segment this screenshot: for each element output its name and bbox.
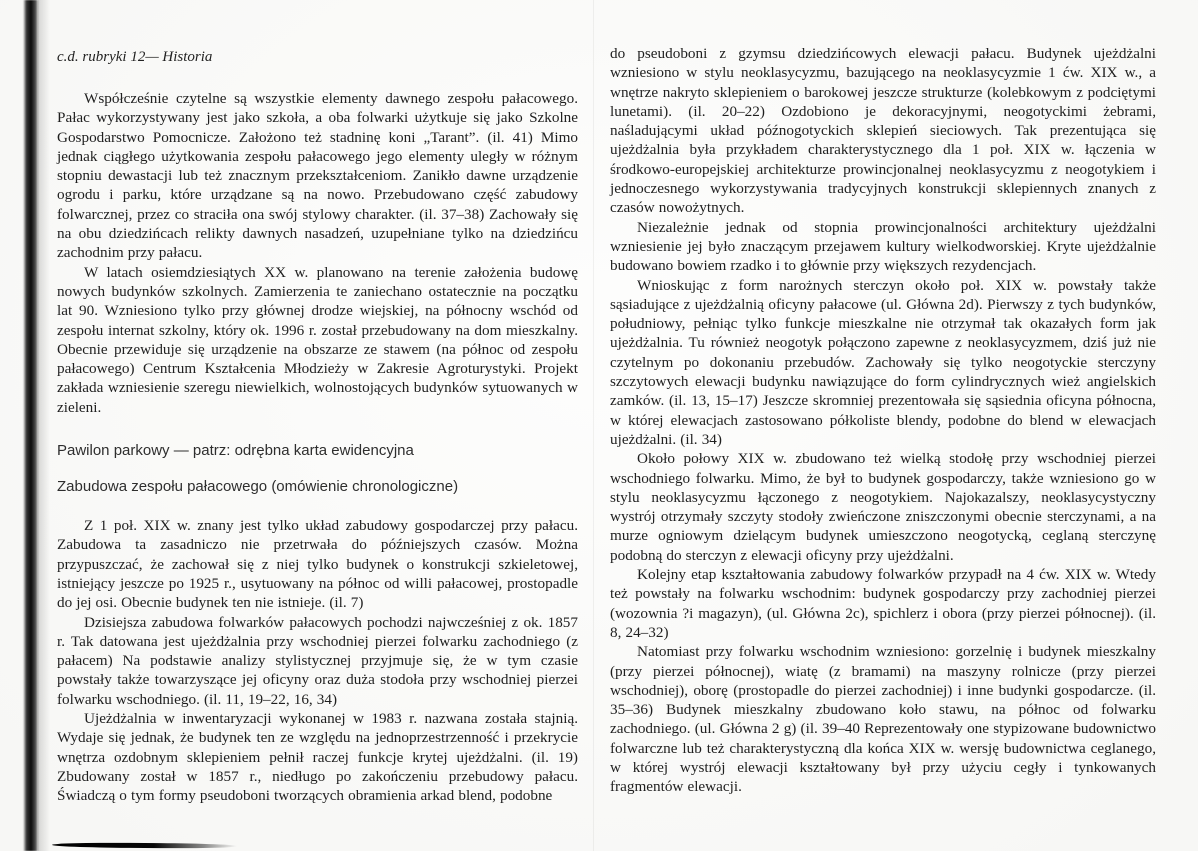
scan-edge-haze: [38, 0, 50, 851]
paragraph: Wnioskując z form narożnych sterczyn około poł. XIX w. powstały także sąsiadujące z ujeżdżalnią oficyny pałacowe (ul. Główna 2d). Pierwszy z tych budynków, południowy, pełniąc tylko funkcje mieszkalne nie otrzymał tak okazałych form jak ujeżdżalnia. Tu również neogotyk połączono zapewne z neoklasycyzmem, dziś już nie czytelnym po dokonaniu przebudów. Zachowały się tylko neogotyckie sterczyny szczytowych elewacji budynku nawiązujące do form cylindrycznych wież angielskich zamków. (il. 13, 15–17) Jeszcze skromniej prezentowała się sąsiednia oficyna północna, w której elewacjach zastosowano półkoliste blendy, podobne do blend w elewacjach ujeżdżalni. (il. 34): [610, 276, 1156, 448]
scan-edge-artifact-bottom: [52, 842, 237, 848]
subheading-pawilon-parkowy: Pawilon parkowy — patrz: odrębna karta ewidencyjna: [57, 442, 414, 460]
paragraph: W latach osiemdziesiątych XX w. planowano na terenie założenia budowę nowych budynków szkolnych. Zamierzenia te zaniechano ostatecznie na początku lat 90. Wzniesiono tylko przy głównej drodze wiejskiej, na północny wschód od zespołu internat szkolny, który ok. 1996 r. został przebudowany na dom mieszkalny. Obecnie przewiduje się urządzenie na obszarze ze stawem (na północ od zespołu pałacowego) Centrum Kształcenia Młodzieży w Zakresie Agroturystyki. Projekt zakłada wzniesienie szeregu niewielkich, wolnostojących budynków sytuowanych w zieleni.: [57, 263, 578, 416]
scan-edge-artifact-left: [23, 0, 39, 851]
paragraph: Współcześnie czytelne są wszystkie elementy dawnego zespołu pałacowego. Pałac wykorzystywany jest jako szkoła, a oba folwarki użytkuje się jako Szkolne Gospodarstwo Pomocnicze. Założono też stadninę koni „Tarant”. (il. 41) Mimo jednak ciągłego użytkowania zespołu pałacowego jego elementy uległy w różnym stopniu dewastacji lub też znacznym przekształceniom. Zanikło dawne urządzenie ogrodu i parku, które urządzane są na nowo. Przebudowano część zabudowy folwarcznej, przez co straciła ona swój stylowy charakter. (il. 37–38) Zachowały się na obu dziedzińcach relikty dawnych nasadzeń, uzupełniane tylko na dziedzińcu zachodnim przy pałacu.: [57, 90, 578, 262]
column-fold-line: [593, 0, 594, 851]
paragraph: Około połowy XIX w. zbudowano też wielką stodołę przy wschodniej pierzei wschodniego folwarku. Mimo, że był to budynek gospodarczy, także wzniesiono go w stylu neoklasycyzmu łączonego z neogotykiem. Najokazalszy, neoklasycystyczny wystrój otrzymały szczyty stodoły zwieńczone zniszczonymi obecnie sterczynami, a na murze ogniowym dzielącym budynek umieszczono neogotycką, ceglaną sterczynę podobną do sterczyn z elewacji oficyny przy ujeżdżalni.: [610, 450, 1156, 564]
paragraph: Dzisiejsza zabudowa folwarków pałacowych pochodzi najwcześniej z ok. 1857 r. Tak datowana jest ujeżdżalnia przy wschodniej pierzei folwarku zachodniego (z pałacem) Na podstawie analizy stylistycznej przyjmuje się, że w tym czasie powstały także towarzyszące jej oficyny oraz duża stodoła przy wschodniej pierzei folwarku wschodniego. (il. 11, 19–22, 16, 34): [57, 613, 578, 708]
paragraph: Natomiast przy folwarku wschodnim wzniesiono: gorzelnię i budynek mieszkalny (przy pierzei północnej), wiatę (z bramami) na maszyny rolnicze (przy pierzei wschodniej), oborę (prostopadle do pierzei zachodniej) i inne budynki gospodarcze. (il. 35–36) Budynek mieszkalny zbudowano koło stawu, na północ od folwarku zachodniego. (ul. Główna 2 g) (il. 39–40 Reprezentowały one stypizowane budownictwo folwarczne lub też charakterystyczną dla końca XIX w. wersję budownictwa ceglanego, w której wystrój elewacji kształtowany był przy użyciu cegły i tynkowanych fragmentów elewacji.: [610, 643, 1156, 796]
paragraph: Niezależnie jednak od stopnia prowincjonalności architektury ujeżdżalni wzniesienie jej było znaczącym przejawem kultury wielkodworskiej. Kryte ujeżdżalnie budowano bowiem rzadko i to głównie przy większych rezydencjach.: [610, 218, 1156, 275]
right-column: [610, 44, 1156, 797]
paragraph: Z 1 poł. XIX w. znany jest tylko układ zabudowy gospodarczej przy pałacu. Zabudowa ta zasadniczo nie przetrwała do późniejszych czasów. Można przypuszczać, że zachował się z niej tylko budynek o konstrukcji szkieletowej, istniejący jeszcze po 1925 r., usytuowany na północ od willi pałacowej, prostopadle do jej osi. Obecnie budynek ten nie istnieje. (il. 7): [57, 517, 578, 612]
paragraph: do pseudoboni z gzymsu dziedzińcowych elewacji pałacu. Budynek ujeżdżalni wzniesiono w stylu neoklasycyzmu, bazującego na neoklasycyzmie 1 ćw. XIX w., a wnętrze nakryto sklepieniem o barokowej jeszcze strukturze (kolebkowym z podciętymi lunetami). (il. 20–22) Ozdobiono je dekoracyjnymi, neogotyckimi żebrami, naśladującymi układ późnogotyckich sklepień sieciowych. Tak prezentująca się ujeżdżalnia była przykładem charakterystycznego dla 1 poł. XIX w. łączenia w środkowo-europejskiej architekturze prowincjonalnej neoklasycyzmu z neogotykiem i jednoczesnego wykorzystywania tradycyjnych konstrukcji sklepiennych znanych z czasów nowożytnych.: [610, 45, 1156, 217]
left-column: [57, 48, 578, 806]
section-header: c.d. rubryki 12— Historia: [57, 49, 213, 65]
paragraph: Kolejny etap kształtowania zabudowy folwarków przypadł na 4 ćw. XIX w. Wtedy też powstały na folwarku wschodnim: budynek gospodarczy przy zachodniej pierzei (wozownia ?i magazyn), (ul. Główna 2c), spichlerz i obora (przy pierzei północnej). (il. 8, 24–32): [610, 566, 1156, 641]
paragraph: Ujeżdżalnia w inwentaryzacji wykonanej w 1983 r. nazwana została stajnią. Wydaje się jednak, że budynek ten ze względu na jednoprzestrzenność i przekrycie wnętrza ozdobnym sklepieniem pełnił raczej funkcje krytej ujeżdżalni. (il. 19) Zbudowany został w 1857 r., niedługo po zakończeniu przebudowy pałacu. Świadczą o tym formy pseudoboni tworzących obramienia arkad blend, podobne: [57, 710, 578, 805]
subheading-zabudowa-zespolu: Zabudowa zespołu pałacowego (omówienie chronologiczne): [57, 478, 459, 496]
